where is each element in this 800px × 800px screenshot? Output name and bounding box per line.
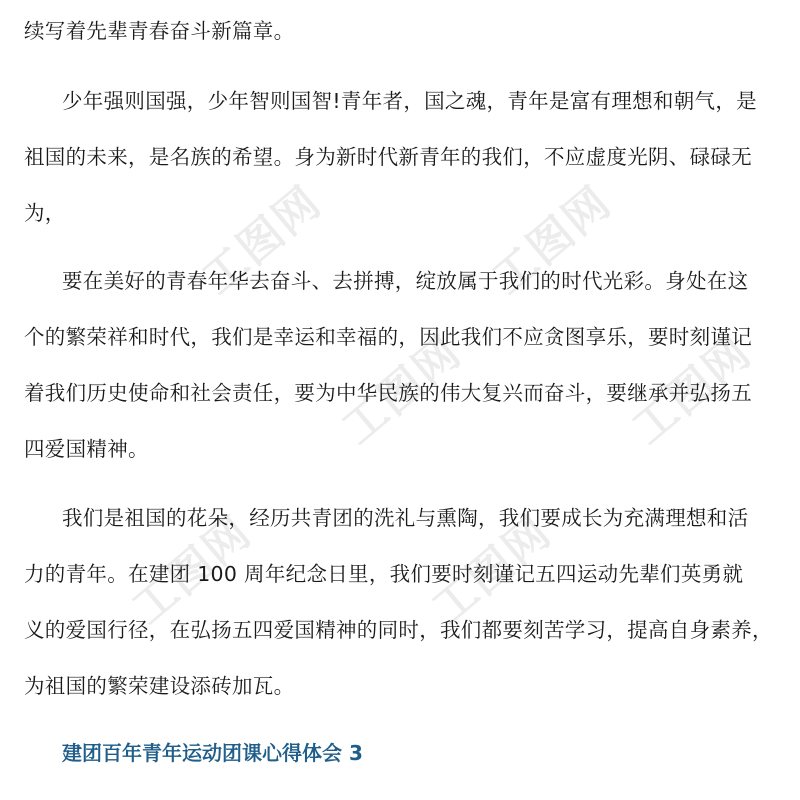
watermark-logo: 工图网 [332,326,472,455]
paragraph-line: 祖国的未来，是名族的希望。身为新时代新青年的我们，不应虚度光阴、碌碌无 [24,145,752,169]
paragraph-line: 续写着先辈青春奋斗新篇章。 [24,19,295,43]
watermark-logo: 工图网 [192,176,332,305]
paragraph-line: 力的青年。在建团 100 周年纪念日里，我们要时刻谨记五四运动先辈们英勇就 [24,562,744,586]
watermark-logo: 工图网 [422,506,562,635]
paragraph-line: 义的爱国行径，在弘扬五四爱国精神的同时，我们都要刻苦学习，提高自身素养， [24,618,773,642]
paragraph-line: 我们是祖国的花朵，经历共青团的洗礼与熏陶，我们要成长为充满理想和活 [62,506,749,530]
paragraph-line: 四爱国精神。 [24,437,149,461]
watermark-logo: 工图网 [622,326,762,455]
paragraph-line: 着我们历史使命和社会责任，要为中华民族的伟大复兴而奋斗，要继承并弘扬五 [24,381,752,405]
watermark-logo: 工图网 [482,176,622,305]
paragraph-line: 少年强则国强，少年智则国智!青年者，国之魂，青年是富有理想和朝气，是 [62,89,757,113]
paragraph-line: 为祖国的繁荣建设添砖加瓦。 [24,674,295,698]
paragraph-line: 个的繁荣祥和时代，我们是幸运和幸福的，因此我们不应贪图享乐，要时刻谨记 [24,325,752,349]
paragraph-line: 为， [24,201,66,225]
section-heading: 建团百年青年运动团课心得体会 3 [62,741,363,765]
watermark-logo: 工图网 [122,506,262,635]
paragraph-line: 要在美好的青春年华去奋斗、去拼搏，绽放属于我们的时代光彩。身处在这 [62,269,749,293]
